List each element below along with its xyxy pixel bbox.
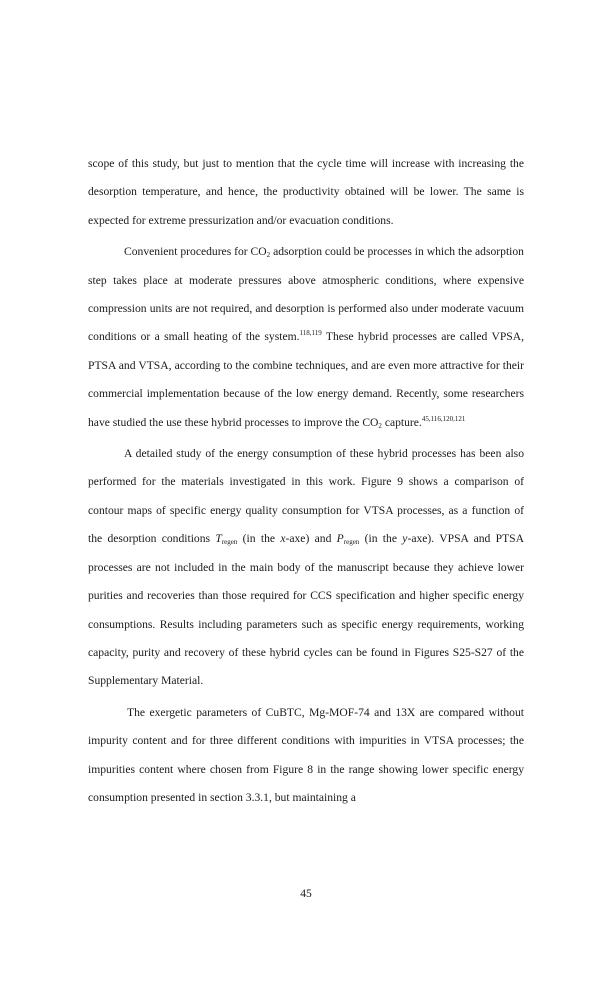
y-axis-variable: y — [402, 532, 408, 546]
paragraph-2 — [88, 238, 524, 437]
page-number: 45 — [300, 887, 312, 900]
paragraph-4-text: The exergetic parameters of CuBTC, Mg-MOF-74 and 13X are compared without impurity content and for three different conditions with impurities in VTSA processes; the impurities content where chosen from Figure 8 in the range showing lower specific energy consumption presented in section 3.3.1, but maintaining a — [88, 705, 524, 804]
paragraph-3-text-d: (in the — [359, 532, 403, 546]
co2-subscript: 2 — [266, 251, 271, 260]
paragraph-2-text-b: adsorption could be processes in which the adsorption step takes place at moderate pressures above atmospheric conditions, where expensive compression units are not required, and desorption is performed also under moderate vacuum conditions or a small heating of the system. — [88, 245, 524, 344]
paragraph-3-text-e: -axe). VPSA and PTSA processes are not included in the main body of the manuscript because they achieve lower purities and recoveries than those required for CCS specification and higher specific energy consumptions. Results including parameters such as specific energy requirements, working capacity, purity and recovery of these hybrid cycles can be found in Figures S25-S27 of the Supplementary Material. — [88, 532, 524, 688]
paragraph-1 — [88, 150, 524, 235]
paragraph-3-text-a: A detailed study of the energy consumption of these hybrid processes has been also performed for the materials investigated in this work. Figure 9 shows a comparison of contour maps of specific energy quality consumption for VTSA processes, as a function of the desorption conditions — [88, 447, 524, 546]
citation-superscript: 118,119 — [299, 329, 322, 338]
co2-subscript: 2 — [378, 421, 382, 430]
t-regen-variable: T — [215, 532, 222, 546]
citation-superscript: 45,116,120,121 — [421, 414, 466, 423]
paragraph-3 — [88, 440, 524, 696]
p-regen-variable: P — [336, 532, 344, 546]
regen-subscript: regen — [343, 538, 360, 547]
paragraph-2-text-d: capture. — [381, 415, 422, 429]
paragraph-2-text-c: These hybrid processes are called VPSA, PTSA and VTSA, according to the combine techniques, and are even more attractive for their commercial implementation because of the low energy demand. Recently, some researchers have studied the use these hybrid processes to improve the CO — [88, 330, 524, 429]
paragraph-4 — [88, 699, 524, 813]
paragraph-1-text: scope of this study, but just to mention that the cycle time will increase with increasing the desorption temperature, and hence, the productivity obtained will be lower. The same is expected for extreme pressurization and/or evacuation conditions. — [88, 157, 524, 227]
page-body — [88, 150, 524, 815]
paragraph-2-text-a: Convenient procedures for CO — [124, 245, 267, 259]
x-axis-variable: x — [280, 532, 286, 546]
paragraph-3-text-c: -axe) and — [285, 532, 337, 546]
regen-subscript: regen — [221, 538, 238, 547]
paragraph-3-text-b: (in the — [237, 532, 281, 546]
